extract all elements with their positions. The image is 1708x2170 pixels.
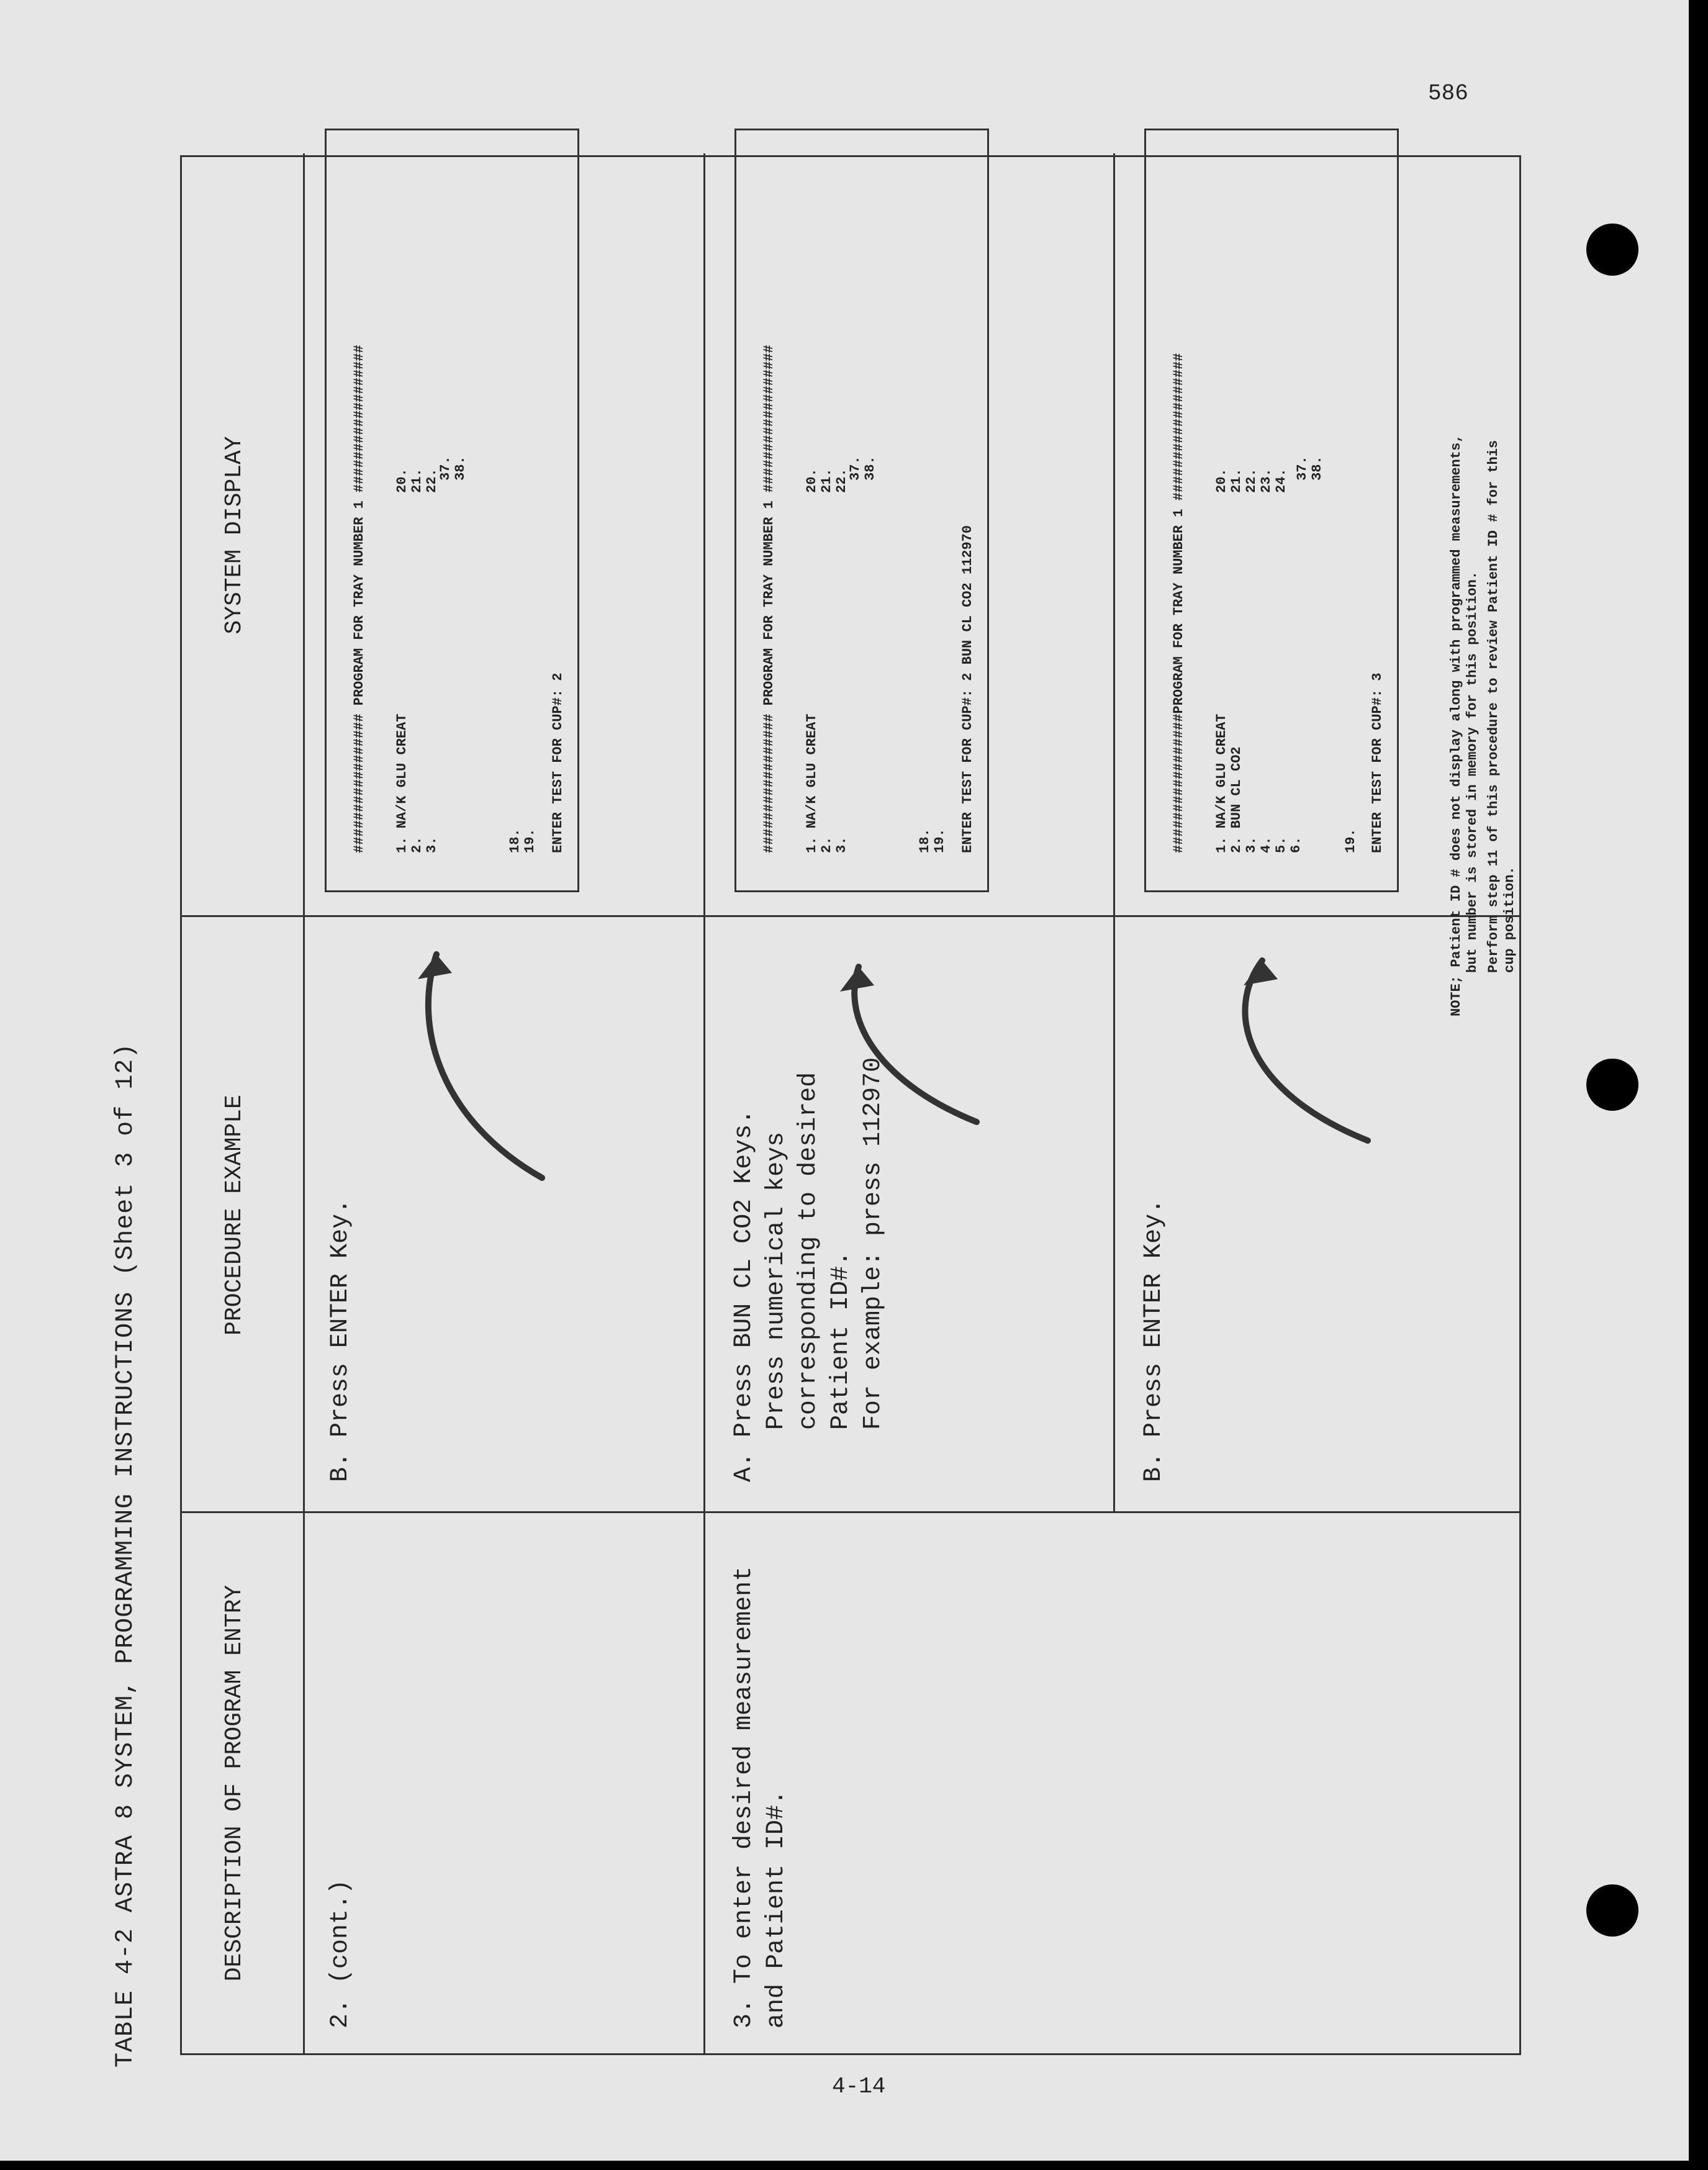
arrow-row2 — [716, 923, 1101, 1234]
row3-procedure: B. Press ENTER Key. — [1140, 1198, 1168, 1482]
row-divider-2 — [1113, 153, 1115, 1513]
system-display-screen-3: #################PROGRAM FOR TRAY NUMBER 1 ################## 1. NA/K GLU CREAT 2. BUN CL CO2 3. 4. 5. 6. 20. 21. 22. 23. 24. 19. 37. 38. ENTER TEST FOR CUP#: 3 — [1144, 129, 1399, 892]
table-title: TABLE 4-2 ASTRA 8 SYSTEM, PROGRAMMING INSTRUCTIONS (Sheet 3 of 12) — [112, 1042, 140, 2068]
footer-page-number: 4-14 — [832, 2074, 886, 2099]
display-note: NOTE; Patient ID # does not display along with programmed measurements, but number is stored in memory for this position. Perform step 11 of this procedure to review Patient ID # for this cup position. — [1448, 434, 1517, 1016]
binder-hole-middle — [1586, 1059, 1638, 1111]
header-procedure: PROCEDURE EXAMPLE — [221, 1095, 248, 1336]
row-divider-1 — [703, 153, 705, 2053]
column-divider-1 — [182, 1511, 1519, 1513]
header-system-display: SYSTEM DISPLAY — [221, 436, 248, 635]
row2-procedure: A. Press BUN CL CO2 Keys. Press numerical keys corresponding to desired Patient ID#. For example: press 112970 — [730, 1057, 887, 1482]
row1-procedure: B. Press ENTER Key. — [327, 1198, 355, 1482]
column-divider-2 — [182, 915, 1519, 917]
arrow-row3 — [1119, 923, 1504, 1234]
row1-description: 2. (cont.) — [327, 1879, 355, 2028]
rotated-table-region — [93, 143, 1552, 2068]
binder-hole-top — [1586, 224, 1638, 276]
instructions-table — [180, 155, 1521, 2055]
page-number: 586 — [1428, 81, 1468, 106]
binder-hole-bottom — [1586, 1884, 1638, 1937]
arrow-row1 — [306, 923, 691, 1234]
row2-description: 3. To enter desired measurement and Patient ID#. — [730, 1566, 790, 2028]
header-description: DESCRIPTION OF PROGRAM ENTRY — [221, 1585, 248, 1982]
header-divider — [303, 153, 305, 2053]
system-display-screen-2: ################# PROGRAM FOR TRAY NUMBER 1 ################## 1. NA/K GLU CREAT 2. 3. 20. 21. 22. 18. 19. 37. 38. ENTER TEST FOR CUP#: 2 BUN CL CO2 112970 — [734, 129, 989, 892]
system-display-screen-1: ################# PROGRAM FOR TRAY NUMBER 1 ################## 1. NA/K GLU CREAT 2. 3. 20. 21. 22. 18. 19. 37. 38. ENTER TEST FOR CUP#: 2 — [325, 129, 579, 892]
